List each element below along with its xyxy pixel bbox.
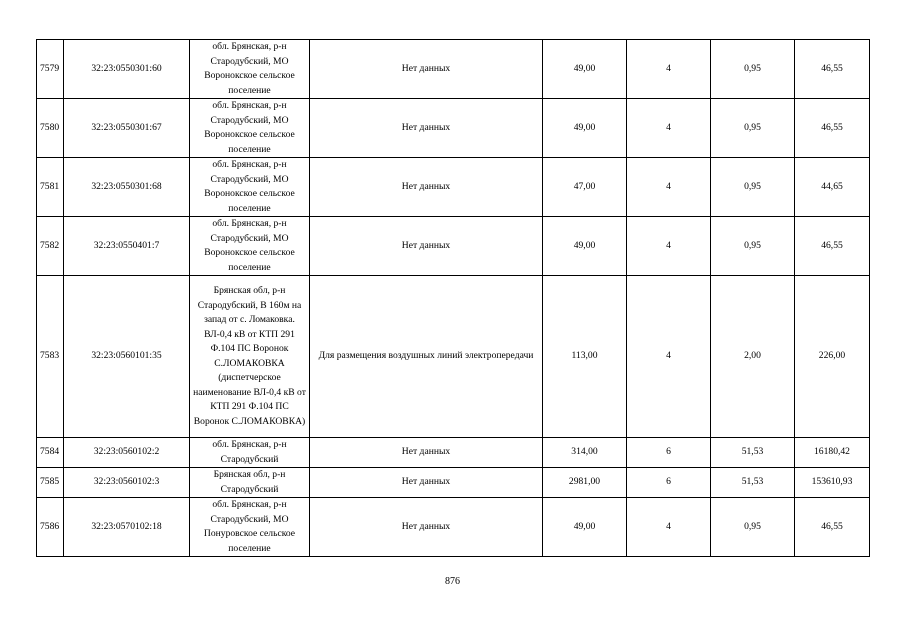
table-body: [37, 40, 870, 557]
purpose-cell: Нет данных: [310, 468, 543, 498]
area-cell: 2981,00: [543, 468, 627, 498]
address-cell: обл. Брянская, р-н Стародубский, МО Воронокское сельское поселение: [190, 217, 310, 276]
table-row: [37, 217, 870, 276]
sum-cell: 46,55: [795, 498, 870, 557]
group-cell: 4: [627, 217, 711, 276]
rate-cell: 0,95: [711, 158, 795, 217]
area-cell: 314,00: [543, 438, 627, 468]
address-cell: обл. Брянская, р-н Стародубский, МО Воронокское сельское поселение: [190, 40, 310, 99]
rate-cell: 0,95: [711, 217, 795, 276]
cadastral-number-cell: 32:23:0550301:60: [64, 40, 190, 99]
area-cell: 49,00: [543, 40, 627, 99]
address-cell: обл. Брянская, р-н Стародубский: [190, 438, 310, 468]
rate-cell: 0,95: [711, 498, 795, 557]
group-cell: 4: [627, 498, 711, 557]
cadastral-number-cell: 32:23:0550301:67: [64, 99, 190, 158]
address-cell: обл. Брянская, р-н Стародубский, МО Воронокское сельское поселение: [190, 158, 310, 217]
table-row: [37, 40, 870, 99]
rate-cell: 51,53: [711, 438, 795, 468]
group-cell: 4: [627, 40, 711, 99]
purpose-cell: Нет данных: [310, 498, 543, 557]
table-row: [37, 468, 870, 498]
area-cell: 113,00: [543, 276, 627, 438]
cadastral-number-cell: 32:23:0550301:68: [64, 158, 190, 217]
cadastral-number-cell: 32:23:0560102:3: [64, 468, 190, 498]
cadastral-number-cell: 32:23:0550401:7: [64, 217, 190, 276]
group-cell: 4: [627, 158, 711, 217]
purpose-cell: Нет данных: [310, 99, 543, 158]
sum-cell: 226,00: [795, 276, 870, 438]
sum-cell: 46,55: [795, 217, 870, 276]
land-registry-table: [36, 39, 870, 557]
purpose-cell: Нет данных: [310, 158, 543, 217]
sum-cell: 44,65: [795, 158, 870, 217]
row-number-cell: 7583: [37, 276, 64, 438]
group-cell: 6: [627, 468, 711, 498]
area-cell: 49,00: [543, 217, 627, 276]
group-cell: 4: [627, 99, 711, 158]
row-number-cell: 7581: [37, 158, 64, 217]
row-number-cell: 7580: [37, 99, 64, 158]
sum-cell: 46,55: [795, 99, 870, 158]
address-cell: обл. Брянская, р-н Стародубский, МО Воронокское сельское поселение: [190, 99, 310, 158]
table-row: [37, 158, 870, 217]
rate-cell: 0,95: [711, 99, 795, 158]
page-number: 876: [445, 576, 460, 587]
rate-cell: 0,95: [711, 40, 795, 99]
rate-cell: 2,00: [711, 276, 795, 438]
area-cell: 49,00: [543, 498, 627, 557]
address-cell: Брянская обл, р-н Стародубский: [190, 468, 310, 498]
table-row: [37, 438, 870, 468]
cadastral-number-cell: 32:23:0560101:35: [64, 276, 190, 438]
rate-cell: 51,53: [711, 468, 795, 498]
purpose-cell: Для размещения воздушных линий электропередачи: [310, 276, 543, 438]
area-cell: 47,00: [543, 158, 627, 217]
purpose-cell: Нет данных: [310, 438, 543, 468]
cadastral-number-cell: 32:23:0570102:18: [64, 498, 190, 557]
address-cell: Брянская обл, р-н Стародубский, В 160м на запад от с. Ломаковка. ВЛ-0,4 кВ от КТП 291 Ф.104 ПС Воронок С.ЛОМАКОВКА (диспетчерское наименование ВЛ-0,4 кВ от КТП 291 Ф.104 ПС Воронок С.ЛОМАКОВКА): [190, 276, 310, 438]
table-row: [37, 276, 870, 438]
purpose-cell: Нет данных: [310, 40, 543, 99]
row-number-cell: 7579: [37, 40, 64, 99]
table-row: [37, 99, 870, 158]
row-number-cell: 7585: [37, 468, 64, 498]
sum-cell: 153610,93: [795, 468, 870, 498]
row-number-cell: 7586: [37, 498, 64, 557]
sum-cell: 16180,42: [795, 438, 870, 468]
purpose-cell: Нет данных: [310, 217, 543, 276]
group-cell: 6: [627, 438, 711, 468]
cadastral-number-cell: 32:23:0560102:2: [64, 438, 190, 468]
sum-cell: 46,55: [795, 40, 870, 99]
row-number-cell: 7584: [37, 438, 64, 468]
address-cell: обл. Брянская, р-н Стародубский, МО Понуровское сельское поселение: [190, 498, 310, 557]
row-number-cell: 7582: [37, 217, 64, 276]
group-cell: 4: [627, 276, 711, 438]
area-cell: 49,00: [543, 99, 627, 158]
table-row: [37, 498, 870, 557]
